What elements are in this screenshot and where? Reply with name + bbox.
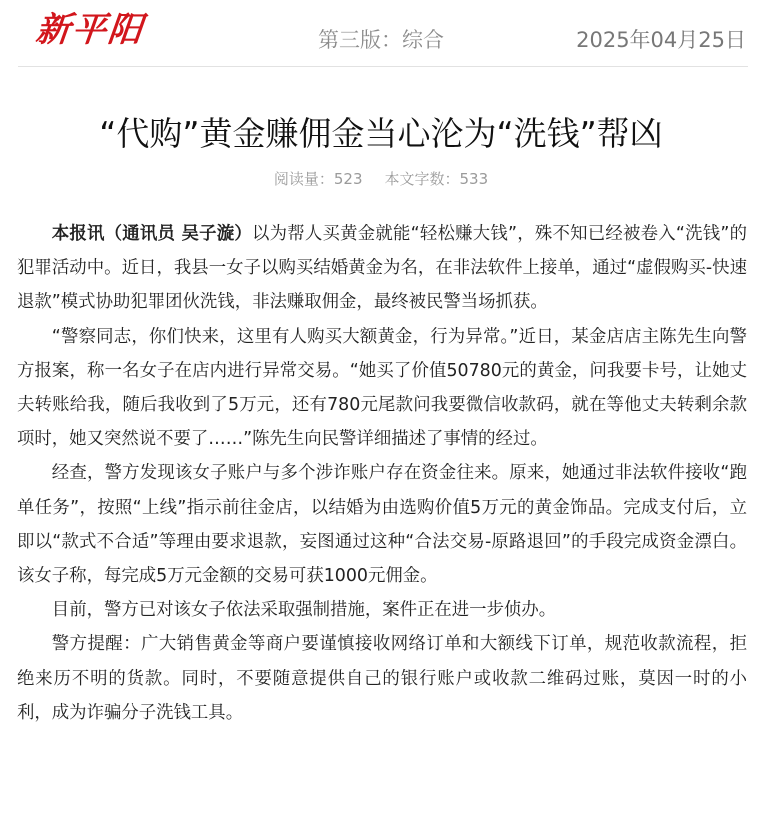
paragraph-text: 以为帮人买黄金就能“轻松赚大钱”，殊不知已经被卷入“洗钱”的犯罪活动中。近日，我县一女子以购买结婚黄金为名，在非法软件上接单，通过“虚假购买-快速退款”模式协助犯罪团伙洗钱，非法赚取佣金，最终被民警当场抓获。 — [17, 224, 748, 313]
newspaper-logo[interactable]: 新平阳 — [33, 10, 147, 50]
article-paragraph: 经查，警方发现该女子账户与多个涉诈账户存在资金往来。原来，她通过非法软件接收“跑单任务”，按照“上线”指示前往金店，以结婚为由选购价值5万元的黄金饰品。完成支付后，立即以“款式不合适”等理由要求退款，妄图通过这种“合法交易-原路退回”的手段完成资金漂白。该女子称，每完成5万元金额的交易可获1000元佣金。 — [17, 463, 747, 587]
word-count-label: 本文字数： — [384, 170, 460, 188]
byline: 本报讯（通讯员 吴子漩） — [51, 224, 252, 244]
article-paragraph: 目前，警方已对该女子依法采取强制措施，案件正在进一步侦办。 — [51, 600, 557, 621]
article-paragraph: 警方提醒：广大销售黄金等商户要谨慎接收网络订单和大额线下订单，规范收款流程，拒绝来历不明的货款。同时，不要随意提供自己的银行账户或收款二维码过账，莫因一时的小利，成为诈骗分子洗钱工具。 — [17, 634, 747, 723]
article-meta — [0, 168, 762, 190]
read-count: 523 — [333, 170, 363, 188]
article-body — [17, 217, 747, 730]
article-paragraph: “警察同志，你们快来，这里有人购买大额黄金，行为异常。”近日，某金店店主陈先生向警方报案，称一名女子在店内进行异常交易。“她买了价值50780元的黄金，问我要卡号，让她丈夫转账给我，随后我收到了5万元，还有780元尾款问我要微信收款码，就在等他丈夫转剩余款项时，她又突然说不要了……”陈先生向民警详细描述了事情的经过。 — [17, 326, 747, 450]
page-header — [0, 0, 762, 68]
header-divider — [18, 66, 748, 67]
issue-date: 2025年04月25日 — [576, 28, 746, 52]
word-count: 533 — [459, 170, 489, 188]
article-paragraph — [17, 217, 747, 320]
edition-label: 第三版：综合 — [318, 28, 444, 52]
article-title: “代购”黄金赚佣金当心沦为“洗钱”帮凶 — [99, 114, 663, 153]
read-count-label: 阅读量： — [273, 170, 334, 188]
